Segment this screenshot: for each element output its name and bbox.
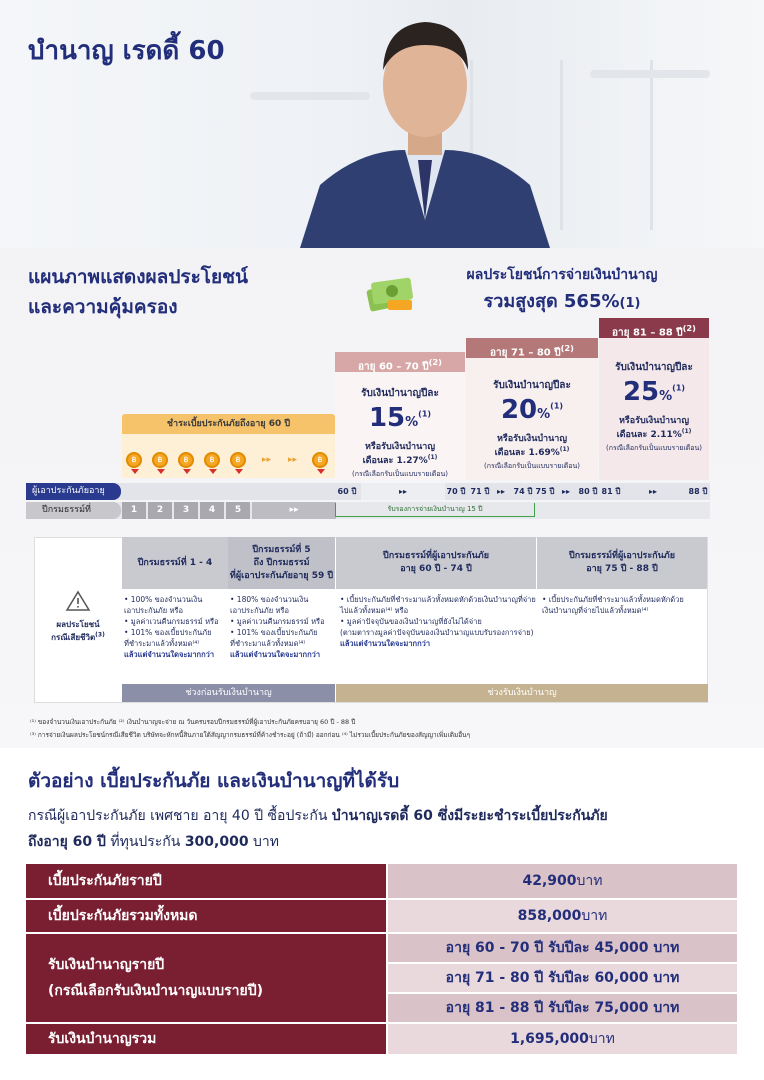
money-stack-icon — [362, 266, 418, 314]
footnote-line: ⁽¹⁾ ของจำนวนเงินเอาประกันภัย ⁽²⁾ เงินบำนาญจะจ่าย ณ วันครบรอบปีกรมธรรม์ที่ผู้เอาประกันภัยครบอายุ 60 ปี - 88 ปี — [30, 718, 356, 726]
arrow-icon: ▸▸ — [288, 455, 298, 465]
benefit-column-71-80 — [466, 338, 598, 480]
header-text: ปีกรมธรรม์ที่ผู้เอาประกันภัย — [569, 551, 675, 561]
row-value — [388, 900, 737, 932]
cell-line: • มูลค่าเวนคืนกรมธรรม์ หรือ — [230, 617, 325, 626]
value-unit: บาท — [576, 873, 603, 889]
footnotes — [30, 716, 470, 742]
column-age-range: อายุ 81 – 88 ปี — [611, 327, 683, 339]
coin-icon: ฿ — [152, 452, 168, 468]
monthly-option-label: หรือรับเงินบำนาญ — [619, 416, 689, 426]
desc-text-bold: บำนาญเรดดี้ 60 ซึ่งมีระยะชำระเบี้ยประกันภัย — [331, 808, 608, 824]
policy-year-cell: 3 — [174, 502, 198, 519]
header-text: ถึง ปีกรมธรรม์ — [253, 557, 310, 568]
footnote-mark: (1) — [672, 383, 686, 393]
cell-line: เอาประกันภัย หรือ — [230, 606, 289, 615]
percent-sign: % — [537, 407, 551, 422]
age-tick: ▸▸ — [496, 487, 506, 496]
row-value — [388, 1024, 737, 1054]
cell-line: เอาประกันภัย หรือ — [124, 606, 183, 615]
cell-line: ที่ชำระมาแล้วทั้งหมด⁽⁴⁾ — [124, 639, 200, 648]
guarantee-bracket: รับรองการจ่ายเงินบำนาญ 15 ปี — [335, 503, 535, 517]
value-number: 1,695,000 — [510, 1031, 589, 1047]
row-label: เบี้ยประกันภัยรายปี — [26, 864, 386, 898]
column-age-range: อายุ 60 – 70 ปี — [357, 361, 429, 373]
pre-pension-period-band: ช่วงก่อนรับเงินบำนาญ — [122, 684, 335, 702]
monthly-pension-percent: เดือนละ 2.11% — [616, 430, 682, 440]
row-value: อายุ 71 - 80 ปี รับปีละ 60,000 บาท — [388, 964, 737, 992]
desc-text: กรณีผู้เอาประกันภัย เพศชาย อายุ 40 ปี ซื้อประกัน — [28, 808, 332, 824]
benefit-headline — [422, 264, 702, 315]
footnote-mark: (1) — [427, 454, 438, 461]
cell-line: ที่ชำระมาแล้วทั้งหมด⁽⁴⁾ — [230, 639, 306, 648]
monthly-note: (กรณีเลือกรับเป็นแบบรายเดือน) — [351, 470, 449, 478]
header-text: อายุ 60 ปี - 74 ปี — [400, 564, 472, 574]
header-text: ปีกรมธรรม์ที่ 5 — [252, 544, 311, 555]
section-title-line2: และความคุ้มครอง — [28, 296, 178, 318]
cell-line: • 101% ของเบี้ยประกันภัย — [124, 628, 212, 637]
monthly-option-label: หรือรับเงินบำนาญ — [365, 442, 435, 452]
example-table — [26, 864, 737, 1054]
monthly-note: (กรณีเลือกรับเป็นแบบรายเดือน) — [483, 462, 581, 470]
age-tick: 70 ปี — [446, 487, 466, 496]
value-number: 858,000 — [517, 908, 582, 924]
cell-line: • 101% ของเบี้ยประกันภัย — [230, 628, 318, 637]
annual-pension-label: รับเงินบำนาญปีละ — [361, 388, 439, 399]
cell-line: • เบี้ยประกันภัยที่ชำระมาแล้วทั้งหมดหักด้วย — [542, 595, 684, 604]
footnote-mark: (2) — [560, 343, 574, 353]
row-label-line: (กรณีเลือกรับเงินบำนาญแบบรายปี) — [48, 983, 264, 999]
annual-pension-label: รับเงินบำนาญปีละ — [493, 380, 571, 391]
coin-icon: ฿ — [312, 452, 328, 468]
death-label-line1: ผลประโยชน์ — [56, 620, 100, 629]
footnote-mark: (1) — [550, 401, 564, 411]
cell-line: แล้วแต่จำนวนใดจะมากกว่า — [230, 650, 321, 659]
policy-year-cell: 4 — [200, 502, 224, 519]
age-tick: 74 ปี — [513, 487, 533, 496]
percent-sign: % — [659, 389, 673, 404]
arrow-icon: ▸▸ — [262, 455, 272, 465]
age-tick: ▸▸ — [561, 487, 571, 496]
footnote-mark: (2) — [682, 323, 696, 333]
row-value: อายุ 60 - 70 ปี รับปีละ 45,000 บาท — [388, 934, 737, 962]
coin-icon: ฿ — [230, 452, 246, 468]
monthly-pension-percent: เดือนละ 1.69% — [494, 448, 560, 458]
warning-icon — [65, 590, 91, 612]
window-frame — [650, 60, 653, 230]
percent-sign: % — [405, 415, 419, 430]
monthly-note: (กรณีเลือกรับเป็นแบบรายเดือน) — [605, 444, 703, 452]
benefit-column-60-70 — [335, 352, 465, 480]
value-unit: บาท — [581, 908, 608, 924]
policy-year-cell: 2 — [148, 502, 172, 519]
desc-text: บาท — [248, 834, 280, 850]
desc-text-bold: ถึงอายุ 60 ปี — [28, 834, 106, 850]
footnote-mark: (3) — [95, 631, 105, 639]
cell-line: • 180% ของจำนวนเงิน — [230, 595, 309, 604]
footnote-mark: (1) — [559, 446, 570, 453]
cell-line: ไปแล้วทั้งหมด⁽⁴⁾ หรือ — [340, 606, 409, 615]
section-title-line1: แผนภาพแสดงผลประโยชน์ — [28, 266, 249, 288]
age-tick: 60 ปี — [337, 487, 357, 496]
example-description — [28, 803, 748, 855]
cell-line: (ตามตารางมูลค่าปัจจุบันของเงินบำนาญแบบรับรองการจ่าย) — [340, 628, 534, 637]
table-cell-year1-4 — [124, 594, 226, 660]
pension-period-band: ช่วงรับเงินบำนาญ — [336, 684, 708, 702]
premium-payment-band: ชำระเบี้ยประกันภัยถึงอายุ 60 ปี — [122, 414, 335, 434]
header-text: อายุ 75 ปี - 88 ปี — [586, 564, 658, 574]
coin-icon: ฿ — [126, 452, 142, 468]
footnote-mark: (1) — [619, 296, 641, 311]
annual-pension-percent: 25 — [622, 377, 660, 407]
table-header-age75-88 — [537, 537, 707, 589]
table-cell-year5-59 — [230, 594, 334, 660]
row-value: อายุ 81 - 88 ปี รับปีละ 75,000 บาท — [388, 994, 737, 1022]
benefit-headline-text: ผลประโยชน์การจ่ายเงินบำนาญ — [466, 267, 658, 283]
footnote-line: ⁽³⁾ การจ่ายเงินผลประโยชน์กรณีเสียชีวิต บริษัทจะหักหนี้สินภายใต้สัญญากรมธรรม์ที่ค้างชำระอยู่ (ถ้ามี) ออกก่อน ⁽⁴⁾ ไม่รวมเบี้ยประกันภัยของสัญญาเพิ่มเติมอื่นๆ — [30, 731, 471, 739]
coin-icon: ฿ — [178, 452, 194, 468]
age-tick: 81 ปี — [601, 487, 621, 496]
benefit-column-81-88 — [599, 318, 709, 480]
age-tick: 71 ปี — [470, 487, 490, 496]
footnote-mark: (1) — [418, 409, 432, 419]
footnote-mark: (1) — [681, 428, 692, 435]
age-tick: ▸▸ — [648, 487, 658, 496]
header-text: ปีกรมธรรม์ที่ผู้เอาประกันภัย — [383, 551, 489, 561]
header-text: ที่ผู้เอาประกันภัยอายุ 59 ปี — [229, 570, 334, 581]
row-label: เบี้ยประกันภัยรวมทั้งหมด — [26, 900, 386, 932]
age-timeline-row — [26, 483, 710, 500]
cell-line: • มูลค่าปัจจุบันของเงินบำนาญที่ยังไม่ได้จ่าย — [340, 617, 482, 626]
cell-line: เงินบำนาญที่จ่ายไปแล้วทั้งหมด⁽⁴⁾ — [542, 606, 649, 615]
death-benefit-label — [36, 590, 120, 644]
section-title — [28, 262, 248, 322]
age-tick: 80 ปี — [578, 487, 598, 496]
age-row-label: ผู้เอาประกันภัยอายุ — [26, 483, 121, 500]
cell-line: แล้วแต่จำนวนใดจะมากกว่า — [124, 650, 215, 659]
age-tick: ▸▸ — [361, 483, 445, 500]
ceiling-lamp — [590, 70, 710, 78]
desc-text-bold: 300,000 — [184, 834, 249, 850]
row-label: รับเงินบำนาญรวม — [26, 1024, 386, 1054]
cell-line: • 100% ของจำนวนเงิน — [124, 595, 203, 604]
table-header-age60-74 — [336, 537, 536, 589]
age-tick: 75 ปี — [535, 487, 555, 496]
age-tick: 88 ปี — [688, 487, 708, 496]
policy-year-arrows: ▸▸ — [252, 502, 336, 519]
table-header-year5-59 — [228, 537, 335, 589]
table-header-year1-4-cell — [122, 537, 228, 589]
footnote-mark: (2) — [428, 357, 442, 367]
row-label-line: รับเงินบำนาญรายปี — [48, 957, 165, 973]
annual-pension-label: รับเงินบำนาญปีละ — [615, 362, 693, 373]
example-title: ตัวอย่าง เบี้ยประกันภัย และเงินบำนาญที่ได้รับ — [28, 770, 400, 792]
monthly-option-label: หรือรับเงินบำนาญ — [497, 434, 567, 444]
row-label — [26, 934, 386, 1022]
value-number: 42,900 — [522, 873, 577, 889]
cell-line: แล้วแต่จำนวนใดจะมากกว่า — [340, 639, 431, 648]
table-cell-age60-74 — [340, 594, 536, 649]
man-portrait-image — [300, 0, 550, 248]
annual-pension-percent: 15 — [368, 403, 406, 433]
benefit-max-total: รวมสูงสุด 565% — [483, 291, 620, 312]
policy-row-label: ปีกรมธรรม์ที่ — [26, 502, 121, 519]
policy-year-cell: 1 — [122, 502, 146, 519]
death-label-line2: กรณีเสียชีวิต — [51, 633, 96, 642]
cell-line: • เบี้ยประกันภัยที่ชำระมาแล้วทั้งหมดหักด้วยเงินบำนาญที่จ่าย — [340, 595, 536, 604]
desc-text: ที่ทุนประกัน — [105, 834, 185, 850]
cell-line: • มูลค่าเวนคืนกรมธรรม์ หรือ — [124, 617, 219, 626]
column-age-range: อายุ 71 – 80 ปี — [489, 347, 561, 359]
table-cell-age75-88 — [542, 594, 706, 616]
annual-pension-percent: 20 — [500, 395, 538, 425]
window-frame — [560, 60, 563, 230]
header-text: ปีกรมธรรม์ที่ 1 - 4 — [137, 557, 213, 568]
coin-icon: ฿ — [204, 452, 220, 468]
policy-year-cell: 5 — [226, 502, 250, 519]
value-unit: บาท — [588, 1031, 615, 1047]
monthly-pension-percent: เดือนละ 1.27% — [362, 456, 428, 466]
page-title: บำนาญ เรดดี้ 60 — [28, 36, 225, 66]
row-value — [388, 864, 737, 898]
